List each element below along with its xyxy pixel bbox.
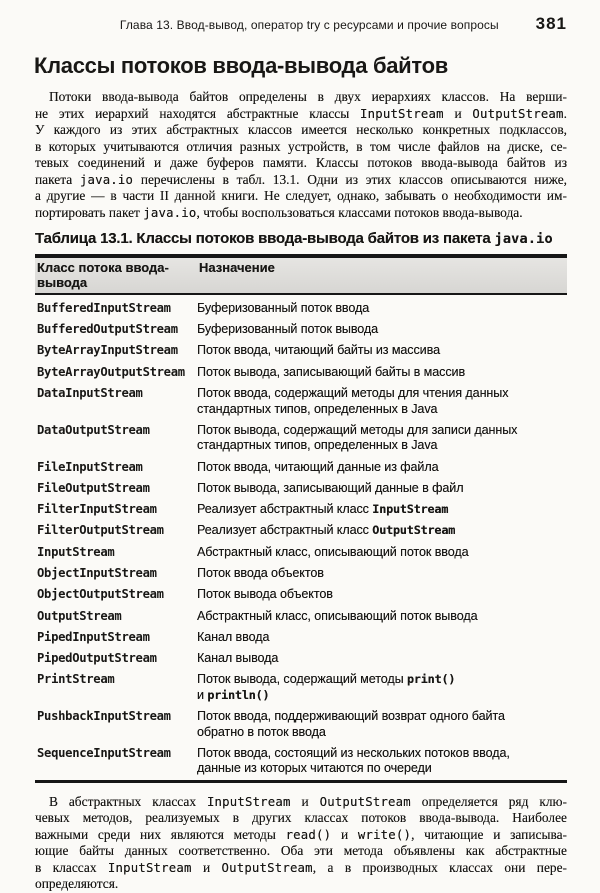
text-run: определяется ряд клю- [410,793,567,809]
paragraph-line [35,843,567,860]
table-row [35,706,567,743]
text-run: и [331,826,358,842]
paragraph-line [35,89,567,106]
purpose-cell [197,481,567,497]
text-run: обратно в поток ввода [197,724,326,739]
text-run: и [197,687,208,702]
table-row [35,627,567,648]
text-run: данные из которых читаются по очереди [197,761,432,776]
class-name-cell: OutputStream [37,608,122,623]
class-name-cell: BufferedInputStream [37,300,171,315]
paragraph-line [35,106,567,123]
table-row [35,648,567,669]
text-run: тевых соединений и даже буферов памяти. Классы потоков ввода-вывода байтов из [35,155,567,170]
class-name-cell: PipedOutputStream [37,651,157,666]
class-name-cell: PipedInputStream [37,629,150,644]
purpose-cell [197,365,567,381]
class-name-cell: FileInputStream [37,459,143,474]
paragraph-line [35,876,567,893]
text-run: Поток ввода, читающий байты из массива [197,343,440,358]
text-run: Буферизованный поток вывода [197,322,379,337]
table-row [35,457,567,478]
purpose-cell [197,460,567,476]
page-number: 381 [535,14,567,33]
class-name-cell: FilterOutputStream [37,523,164,538]
table-row [35,584,567,605]
text-run: Абстрактный класс, описывающий поток вывода [197,608,478,623]
text-run: ющие байты данных соответственно. Оба эти метода объявлены как абстрактные [35,843,567,859]
inline-code: OutputStream [221,860,313,875]
inline-code: read() [285,827,332,842]
inline-code: println() [207,687,270,702]
inline-code: InputStream [372,502,449,517]
text-run: , чтобы воспользоваться классами потоков ввода-вывода. [196,204,523,220]
text-run: и [443,105,473,121]
text-run: Поток ввода объектов [197,565,324,580]
table-row [35,670,567,707]
purpose-cell [197,423,567,454]
text-run: а другие — в части II данной книги. Не следует, однако, забывать о необходимости им- [35,188,567,203]
paragraph-line [35,155,567,172]
column-header-class: Класс потока ввода-вывода [37,260,169,290]
table-row [35,606,567,627]
purpose-cell [197,746,567,777]
paragraph-line [35,794,567,811]
paragraph-line [35,827,567,844]
text-run: чевых методов, реализуемых в других классах потоков ввода-вывода. Наиболее [35,810,567,826]
purpose-cell [197,566,567,582]
class-name-cell: DataOutputStream [37,422,150,437]
text-run: Поток ввода, состоящий из нескольких потоков ввода, [197,745,510,760]
closing-paragraph [35,794,567,893]
inline-code: java.io [143,205,197,220]
text-run: в классах [35,859,108,875]
text-run: . [563,105,567,121]
table-row [35,383,567,420]
purpose-cell [197,672,567,703]
table-row [35,563,567,584]
table-header-row [35,258,567,295]
purpose-cell [197,609,567,625]
paragraph-line [35,810,567,827]
inline-code: OutputStream [472,106,564,121]
class-name-cell: SequenceInputStream [37,745,171,760]
text-run: стандартных типов, определенных в Java [197,438,438,453]
table-row [35,521,567,542]
table-row [35,420,567,457]
class-name-cell: ByteArrayInputStream [37,343,178,358]
class-name-cell: BufferedOutputStream [37,322,178,337]
text-run: определяются. [35,876,119,892]
text-run: У каждого из этих абстрактных классов имеется несколько конкретных подклассов, [35,122,567,137]
chapter-title: Глава 13. Ввод-вывод, оператор try с ресурсами и прочие вопросы [119,18,499,32]
paragraph-line [35,188,567,205]
text-run: и [290,793,320,809]
table-row [35,319,567,340]
purpose-cell [197,322,567,338]
table-row [35,743,567,780]
class-name-cell: DataInputStream [37,386,143,401]
inline-code: java.io [494,231,553,247]
text-run: Таблица 13.1. Классы потоков ввода-вывода байтов из пакета [35,230,495,247]
inline-code: OutputStream [319,794,411,809]
running-head [35,14,567,34]
paragraph-line [35,122,567,139]
class-name-cell: ObjectOutputStream [37,587,164,602]
class-name-cell: InputStream [37,544,115,559]
purpose-cell [197,343,567,359]
purpose-cell [197,386,567,417]
purpose-cell [197,651,567,667]
table-caption [35,230,567,247]
class-name-cell: FileOutputStream [37,480,150,495]
text-run: портировать пакет [35,204,144,220]
text-run: Поток вывода, содержащий методы для записи данных [197,422,518,437]
text-run: Поток вывода, записывающий байты в массив [197,364,466,379]
table-row [35,499,567,520]
table-row [35,298,567,319]
class-name-cell: PrintStream [37,672,115,687]
table-row [35,478,567,499]
inline-code: print() [406,672,456,687]
text-run: Поток ввода, содержащий методы для чтения данных [197,386,509,401]
column-header-purpose: Назначение [199,260,275,275]
paragraph-line [35,139,567,156]
text-run: в которых учитываются отличия разных устройств, в том числе файлов на диске, се- [35,138,567,154]
text-run: Реализует абстрактный класс [197,523,373,538]
table-row [35,542,567,563]
text-run: и [191,859,222,875]
inline-code: InputStream [206,794,291,809]
text-run: Поток вывода объектов [197,587,333,602]
text-run: перечислены в табл. 13.1. Одни из этих классов описываются ниже, [133,171,567,187]
text-run: важными среди них являются методы [35,826,286,842]
inline-code: OutputStream [372,523,456,538]
purpose-cell [197,709,567,740]
io-stream-table [35,254,567,783]
purpose-cell [197,587,567,603]
text-run: пакета [35,171,80,187]
inline-code: write() [357,827,412,842]
paragraph-line [35,860,567,877]
text-run: Поток ввода, читающий данные из файла [197,459,439,474]
inline-code: java.io [79,172,134,187]
text-run: Буферизованный поток ввода [197,300,370,315]
class-name-cell: ObjectInputStream [37,565,157,580]
purpose-cell [197,502,567,518]
purpose-cell [197,545,567,561]
text-run: Поток вывода, содержащий методы [197,672,407,687]
class-name-cell: FilterInputStream [37,502,157,517]
class-name-cell: PushbackInputStream [37,709,171,724]
text-run: Абстрактный класс, описывающий поток ввода [197,544,469,559]
text-run: В абстрактных классах [49,793,207,809]
table-row [35,341,567,362]
purpose-cell [197,301,567,317]
inline-code: InputStream [360,106,444,121]
table-row [35,362,567,383]
section-heading: Классы потоков ввода-вывода байтов [34,53,448,78]
table-body [35,295,567,780]
text-run: , читающие и записыва- [411,826,567,842]
text-run: стандартных типов, определенных в Java [197,401,438,416]
intro-paragraph [35,89,567,221]
paragraph-line [35,172,567,189]
text-run: Поток ввода, поддерживающий возврат одного байта [197,709,505,724]
purpose-cell [197,630,567,646]
text-run: Потоки ввода-вывода байтов определены в двух иерархиях классов. На верши- [49,89,567,104]
class-name-cell: ByteArrayOutputStream [37,364,185,379]
inline-code: InputStream [107,860,192,875]
text-run: Реализует абстрактный класс [197,502,373,517]
purpose-cell [197,523,567,539]
text-run: не этих иерархий находятся абстрактные классы [35,105,361,121]
paragraph-line [35,205,567,222]
text-run: Поток вывода, записывающий данные в файл [197,480,464,495]
text-run: Канал ввода [197,629,270,644]
text-run: , а в производных классах они пере- [312,859,567,875]
text-run: Канал вывода [197,651,279,666]
